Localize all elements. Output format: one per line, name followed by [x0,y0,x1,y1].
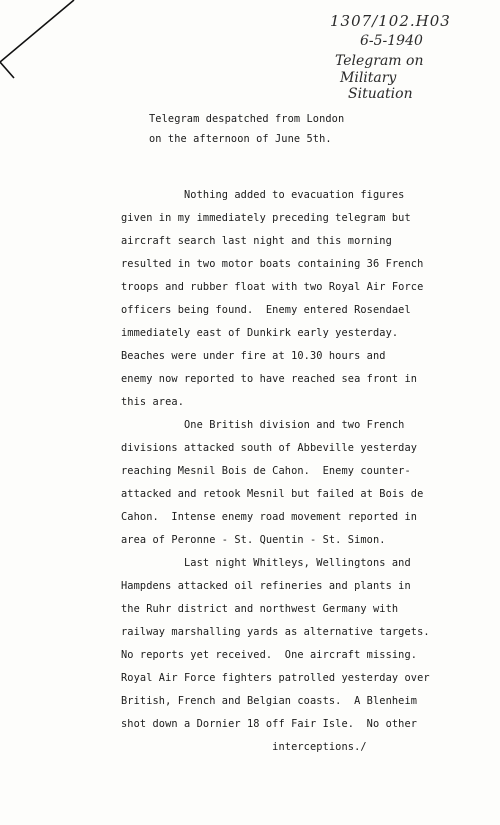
body-line: Hampdens attacked oil refineries and plants in [121,580,411,592]
handwritten-date: 6-5-1940 [360,33,423,49]
body-line: Royal Air Force fighters patrolled yesterday over [121,672,430,684]
body-line: reaching Mesnil Bois de Cahon. Enemy counter- [121,465,411,477]
body-line: One British division and two French [121,419,405,431]
folded-corner-mark [0,0,90,80]
body-line: Last night Whitleys, Wellingtons and [121,557,411,569]
body-line: immediately east of Dunkirk early yesterday. [121,327,399,339]
body-line: this area. [121,396,184,408]
header-line: on the afternoon of June 5th. [149,133,332,145]
body-line: resulted in two motor boats containing 36 French [121,258,424,270]
handwritten-note-line-1: Telegram on [335,53,424,69]
header-line: Telegram despatched from London [149,113,345,125]
body-line: attacked and retook Mesnil but failed at Bois de [121,488,424,500]
body-line: divisions attacked south of Abbeville yesterday [121,442,418,454]
body-line: enemy now reported to have reached sea front in [121,373,418,385]
body-line: Nothing added to evacuation figures [121,189,405,201]
handwritten-note-line-3: Situation [348,86,413,102]
body-line: interceptions./ [121,741,367,753]
body-line: shot down a Dornier 18 off Fair Isle. No other [121,718,418,730]
body-line: Cahon. Intense enemy road movement reported in [121,511,418,523]
body-line: British, French and Belgian coasts. A Blenheim [121,695,418,707]
body-line: railway marshalling yards as alternative targets. [121,626,430,638]
body-line: No reports yet received. One aircraft missing. [121,649,418,661]
body-line: area of Peronne - St. Quentin - St. Simon. [121,534,386,546]
body-line: officers being found. Enemy entered Rosendael [121,304,411,316]
handwritten-note-line-2: Military [340,70,397,86]
body-line: troops and rubber float with two Royal Air Force [121,281,424,293]
handwritten-reference: 1307/102.H03 [330,12,451,30]
body-line: aircraft search last night and this morning [121,235,392,247]
body-line: the Ruhr district and northwest Germany with [121,603,399,615]
body-line: Beaches were under fire at 10.30 hours and [121,350,386,362]
body-line: given in my immediately preceding telegram but [121,212,411,224]
